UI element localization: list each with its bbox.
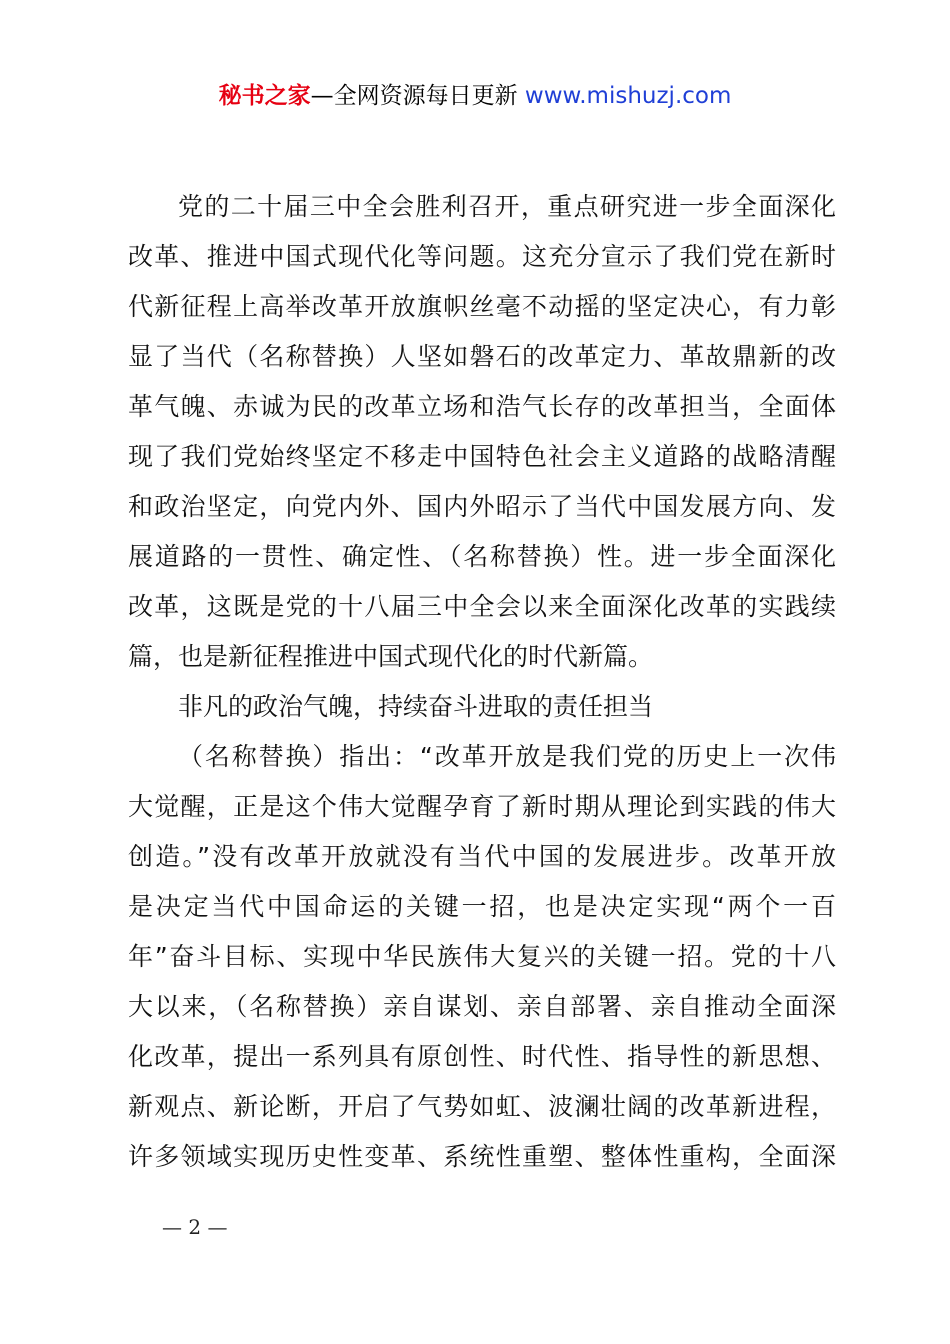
text-line: 许多领域实现历史性变革、系统性重塑、整体性重构，全面深	[128, 1142, 836, 1171]
site-url[interactable]: www.mishuzj.com	[524, 83, 732, 109]
text-line: 创造。”没有改革开放就没有当代中国的发展进步。改革开放	[128, 842, 836, 871]
header-slogan: —全网资源每日更新	[310, 83, 518, 109]
text-line: 是决定当代中国命运的关键一招，也是决定实现“两个一百	[128, 892, 836, 921]
text-line: 代新征程上高举改革开放旗帜丝毫不动摇的坚定决心，有力彰	[128, 292, 836, 321]
text-line: 新观点、新论断，开启了气势如虹、波澜壮阔的改革新进程，	[128, 1092, 836, 1121]
page-number: — 2 —	[162, 1215, 228, 1239]
text-line: 大以来，（名称替换）亲自谋划、亲自部署、亲自推动全面深	[128, 992, 836, 1021]
text-line: 篇，也是新征程推进中国式现代化的时代新篇。	[128, 642, 654, 671]
section-heading: 非凡的政治气魄，持续奋斗进取的责任担当	[178, 692, 654, 721]
text-line: 显了当代（名称替换）人坚如磐石的改革定力、革故鼎新的改	[128, 342, 836, 371]
text-line: 年”奋斗目标、实现中华民族伟大复兴的关键一招。党的十八	[128, 942, 836, 971]
text-line: 现了我们党始终坚定不移走中国特色社会主义道路的战略清醒	[128, 442, 836, 471]
text-line: 改革，这既是党的十八届三中全会以来全面深化改革的实践续	[128, 592, 836, 621]
text-line: 改革、推进中国式现代化等问题。这充分宣示了我们党在新时	[128, 242, 836, 271]
text-line: 和政治坚定，向党内外、国内外昭示了当代中国发展方向、发	[128, 492, 836, 521]
text-line: 革气魄、赤诚为民的改革立场和浩气长存的改革担当，全面体	[128, 392, 836, 421]
site-header	[0, 80, 950, 112]
text-line: 化改革，提出一系列具有原创性、时代性、指导性的新思想、	[128, 1042, 836, 1071]
text-line: 大觉醒，正是这个伟大觉醒孕育了新时期从理论到实践的伟大	[128, 792, 836, 821]
text-line: 展道路的一贯性、确定性、（名称替换）性。进一步全面深化	[128, 542, 836, 571]
article-body	[128, 182, 836, 1182]
text-line: （名称替换）指出：“改革开放是我们党的历史上一次伟	[178, 742, 836, 771]
brand-name: 秘书之家	[218, 83, 311, 109]
text-line: 党的二十届三中全会胜利召开，重点研究进一步全面深化	[178, 192, 836, 221]
